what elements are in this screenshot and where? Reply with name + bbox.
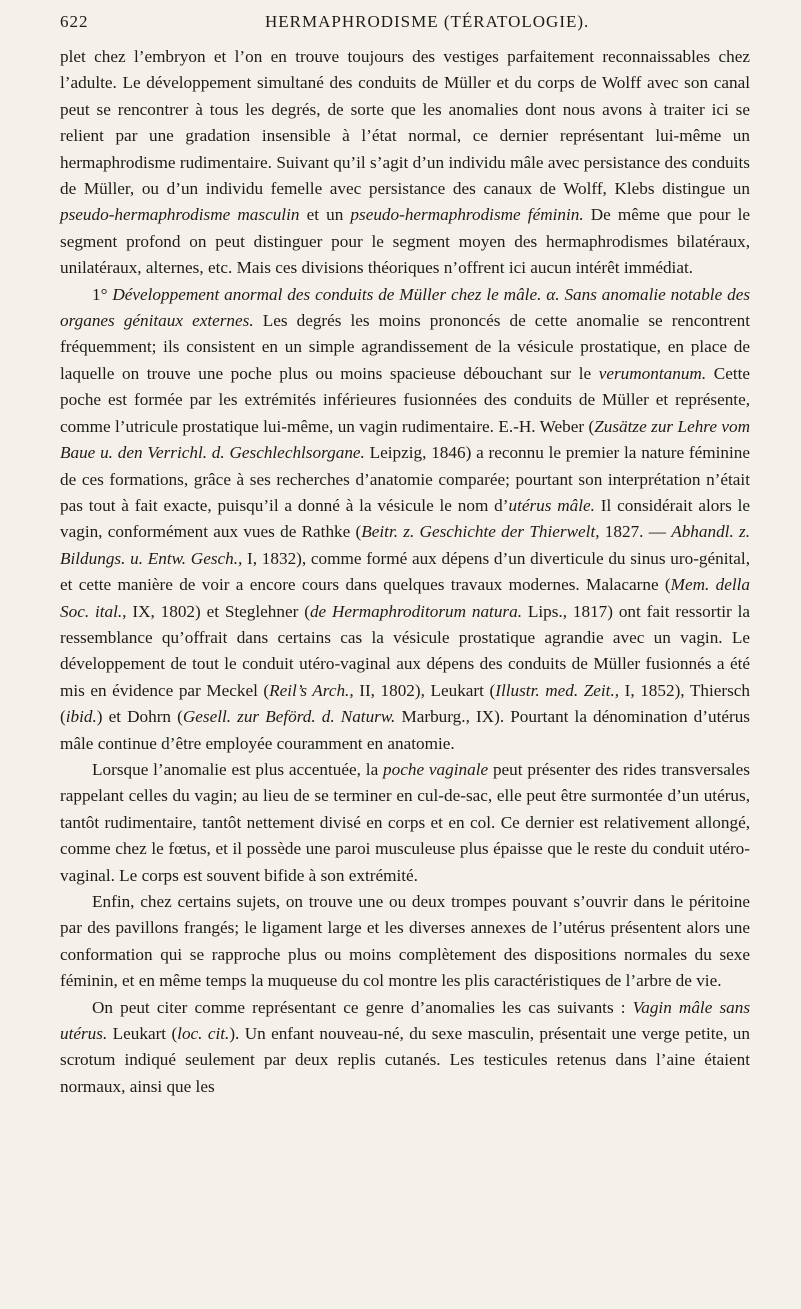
- italic-run: verumontanum.: [598, 363, 707, 383]
- text-run: peut présenter des rides transversales rappelant celles du vagin; au lieu de se terminer en cul-de-sac, elle peut être surmontée d’un utérus, tantôt rudimentaire, tantôt nettement divisé en corps et en col. Ce dernier est relativement allongé, comme chez le fœtus, et il possède une paroi musculeuse plus épaisse que le reste du conduit utéro-vaginal. Le corps est souvent bifide à son extrémité.: [60, 759, 750, 885]
- text-run: Lorsque l’anomalie est plus accentuée, la: [92, 759, 384, 779]
- text-run: Cette poche est formée par les extrémités inférieures fusionnées des conduits de Müller et représente, comme l’utricule prostatique lui-même, un vagin rudimentaire. E.-H. Weber (: [60, 363, 750, 436]
- text-run: Il considérait alors le vagin, conformément aux vues de Rathke (: [60, 495, 751, 542]
- text-run: IX, 1802) et Steglehner (: [126, 601, 310, 621]
- italic-run: poche vaginale: [383, 759, 489, 779]
- text-run: et un: [299, 205, 351, 225]
- running-header: [60, 6, 750, 36]
- text-run: Enfin, chez certains sujets, on trouve une ou deux trompes pouvant s’ouvrir dans le péritoine par des pavillons frangés; le ligament large et les diverses annexes de l’utérus présentent alors une conformation qui se rapproche plus ou moins complètement des dispositions normales du sexe féminin, et en même temps la muqueuse du col montre les plis caractéristiques de l’arbre de vie.: [60, 892, 750, 991]
- body-text: [60, 44, 750, 1100]
- paragraph: [60, 995, 750, 1101]
- italic-run: ibid.: [65, 707, 97, 727]
- text-run: On peut citer comme représentant ce genre d’anomalies les cas suivants :: [92, 997, 633, 1017]
- italic-run: Zusätze zur Lehre vom Baue u. den Verrichl. d. Geschlechlsorgane.: [60, 416, 750, 463]
- text-run: Lips., 1817) ont fait ressortir la ressemblance qu’offrait dans certains cas la vésicule prostatique agrandie avec un vagin. Le développement de tout le conduit utéro-vaginal aux dépens des conduits de Müller fusionnés a été mis en évidence par Meckel (: [60, 601, 750, 700]
- text-run: plet chez l’embryon et l’on en trouve toujours des vestiges parfaitement reconnaissables chez l’adulte. Le développement simultané des conduits de Müller et du corps de Wolff avec son canal peut se rencontrer à tous les degrés, de sorte que les anomalies dont nous avons à traiter ici se relient par une gradation insensible à l’état normal, ce dernier représentant lui-même un hermaphrodisme rudimentaire. Suivant qu’il s’agit d’un individu mâle avec persistance des conduits de Müller, ou d’un individu femelle avec persistance des canaux de Wolff, Klebs distingue un: [60, 47, 750, 199]
- paragraph: [60, 889, 750, 995]
- italic-run: utérus mâle.: [508, 495, 595, 515]
- text-run: Leukart (: [107, 1024, 178, 1044]
- text-run: Marburg., IX). Pourtant la dénomination d’utérus mâle continue d’être employée couramment en anatomie.: [60, 707, 750, 753]
- italic-run: Développement anormal des conduits de Müller chez le mâle. α. Sans anomalie notable des organes génitaux externes.: [60, 284, 751, 331]
- text-run: II, 1802), Leukart (: [353, 680, 496, 700]
- page-number: 622: [60, 12, 89, 31]
- text-run: De même que pour le segment profond on peut distinguer pour le segment moyen des hermaphrodismes bilatéraux, unilatéraux, alternes, etc. Mais ces divisions théoriques n’offrent ici aucun intérêt immédiat.: [60, 205, 750, 278]
- text-run: Les degrés les moins prononcés de cette anomalie se rencontrent fréquemment; ils consistent en un simple agrandissement de la vésicule prostatique, en place de laquelle on trouve une poche plus ou moins spacieuse débouchant sur le: [60, 311, 751, 383]
- italic-run: Gesell. zur Beförd. d. Naturw.: [182, 707, 396, 727]
- text-run: ) et Dohrn (: [96, 707, 183, 727]
- italic-run: Abhandl. z. Bildungs. u. Entw. Gesch.,: [60, 522, 750, 568]
- paragraph: [60, 757, 750, 889]
- italic-run: Illustr. med. Zeit.,: [495, 680, 620, 700]
- paragraph: [60, 44, 750, 282]
- text-run: I, 1832), comme formé aux dépens d’un diverticule du sinus uro-génital, et cette manière de voir a encore cours dans quelques travaux modernes. Malacarne (: [60, 548, 750, 595]
- text-run: ). Un enfant nouveau-né, du sexe masculin, présentait une verge petite, un scrotum indiqué seulement par deux replis cutanés. Les testicules retenus dans l’aine étaient normaux, ainsi que les: [60, 1024, 750, 1096]
- italic-run: de Hermaphroditorum natura.: [309, 601, 523, 621]
- text-run: Leipzig, 1846) a reconnu le premier la nature féminine de ces formations, grâce à ses recherches d’anatomie comparée; pourtant son interprétation n’était pas tout à fait exacte, puisqu’il a donné à la vésicule le nom d’: [60, 443, 750, 515]
- italic-run: pseudo-hermaphrodisme masculin: [60, 205, 300, 225]
- italic-run: Vagin mâle sans utérus.: [60, 997, 751, 1044]
- text-run: 1827. —: [599, 522, 672, 542]
- italic-run: Reil’s Arch.,: [269, 680, 354, 700]
- running-title: HERMAPHRODISME (TÉRATOLOGIE).: [265, 12, 590, 31]
- italic-run: loc. cit.: [177, 1024, 230, 1044]
- text-run: I, 1852), Thiersch (: [60, 680, 750, 727]
- text-run: 1°: [92, 284, 113, 304]
- italic-run: pseudo-hermaphrodisme féminin.: [350, 205, 584, 225]
- paragraph: [60, 282, 750, 757]
- italic-run: Mem. della Soc. ital.,: [60, 575, 750, 621]
- italic-run: Beitr. z. Geschichte der Thierwelt,: [361, 522, 600, 542]
